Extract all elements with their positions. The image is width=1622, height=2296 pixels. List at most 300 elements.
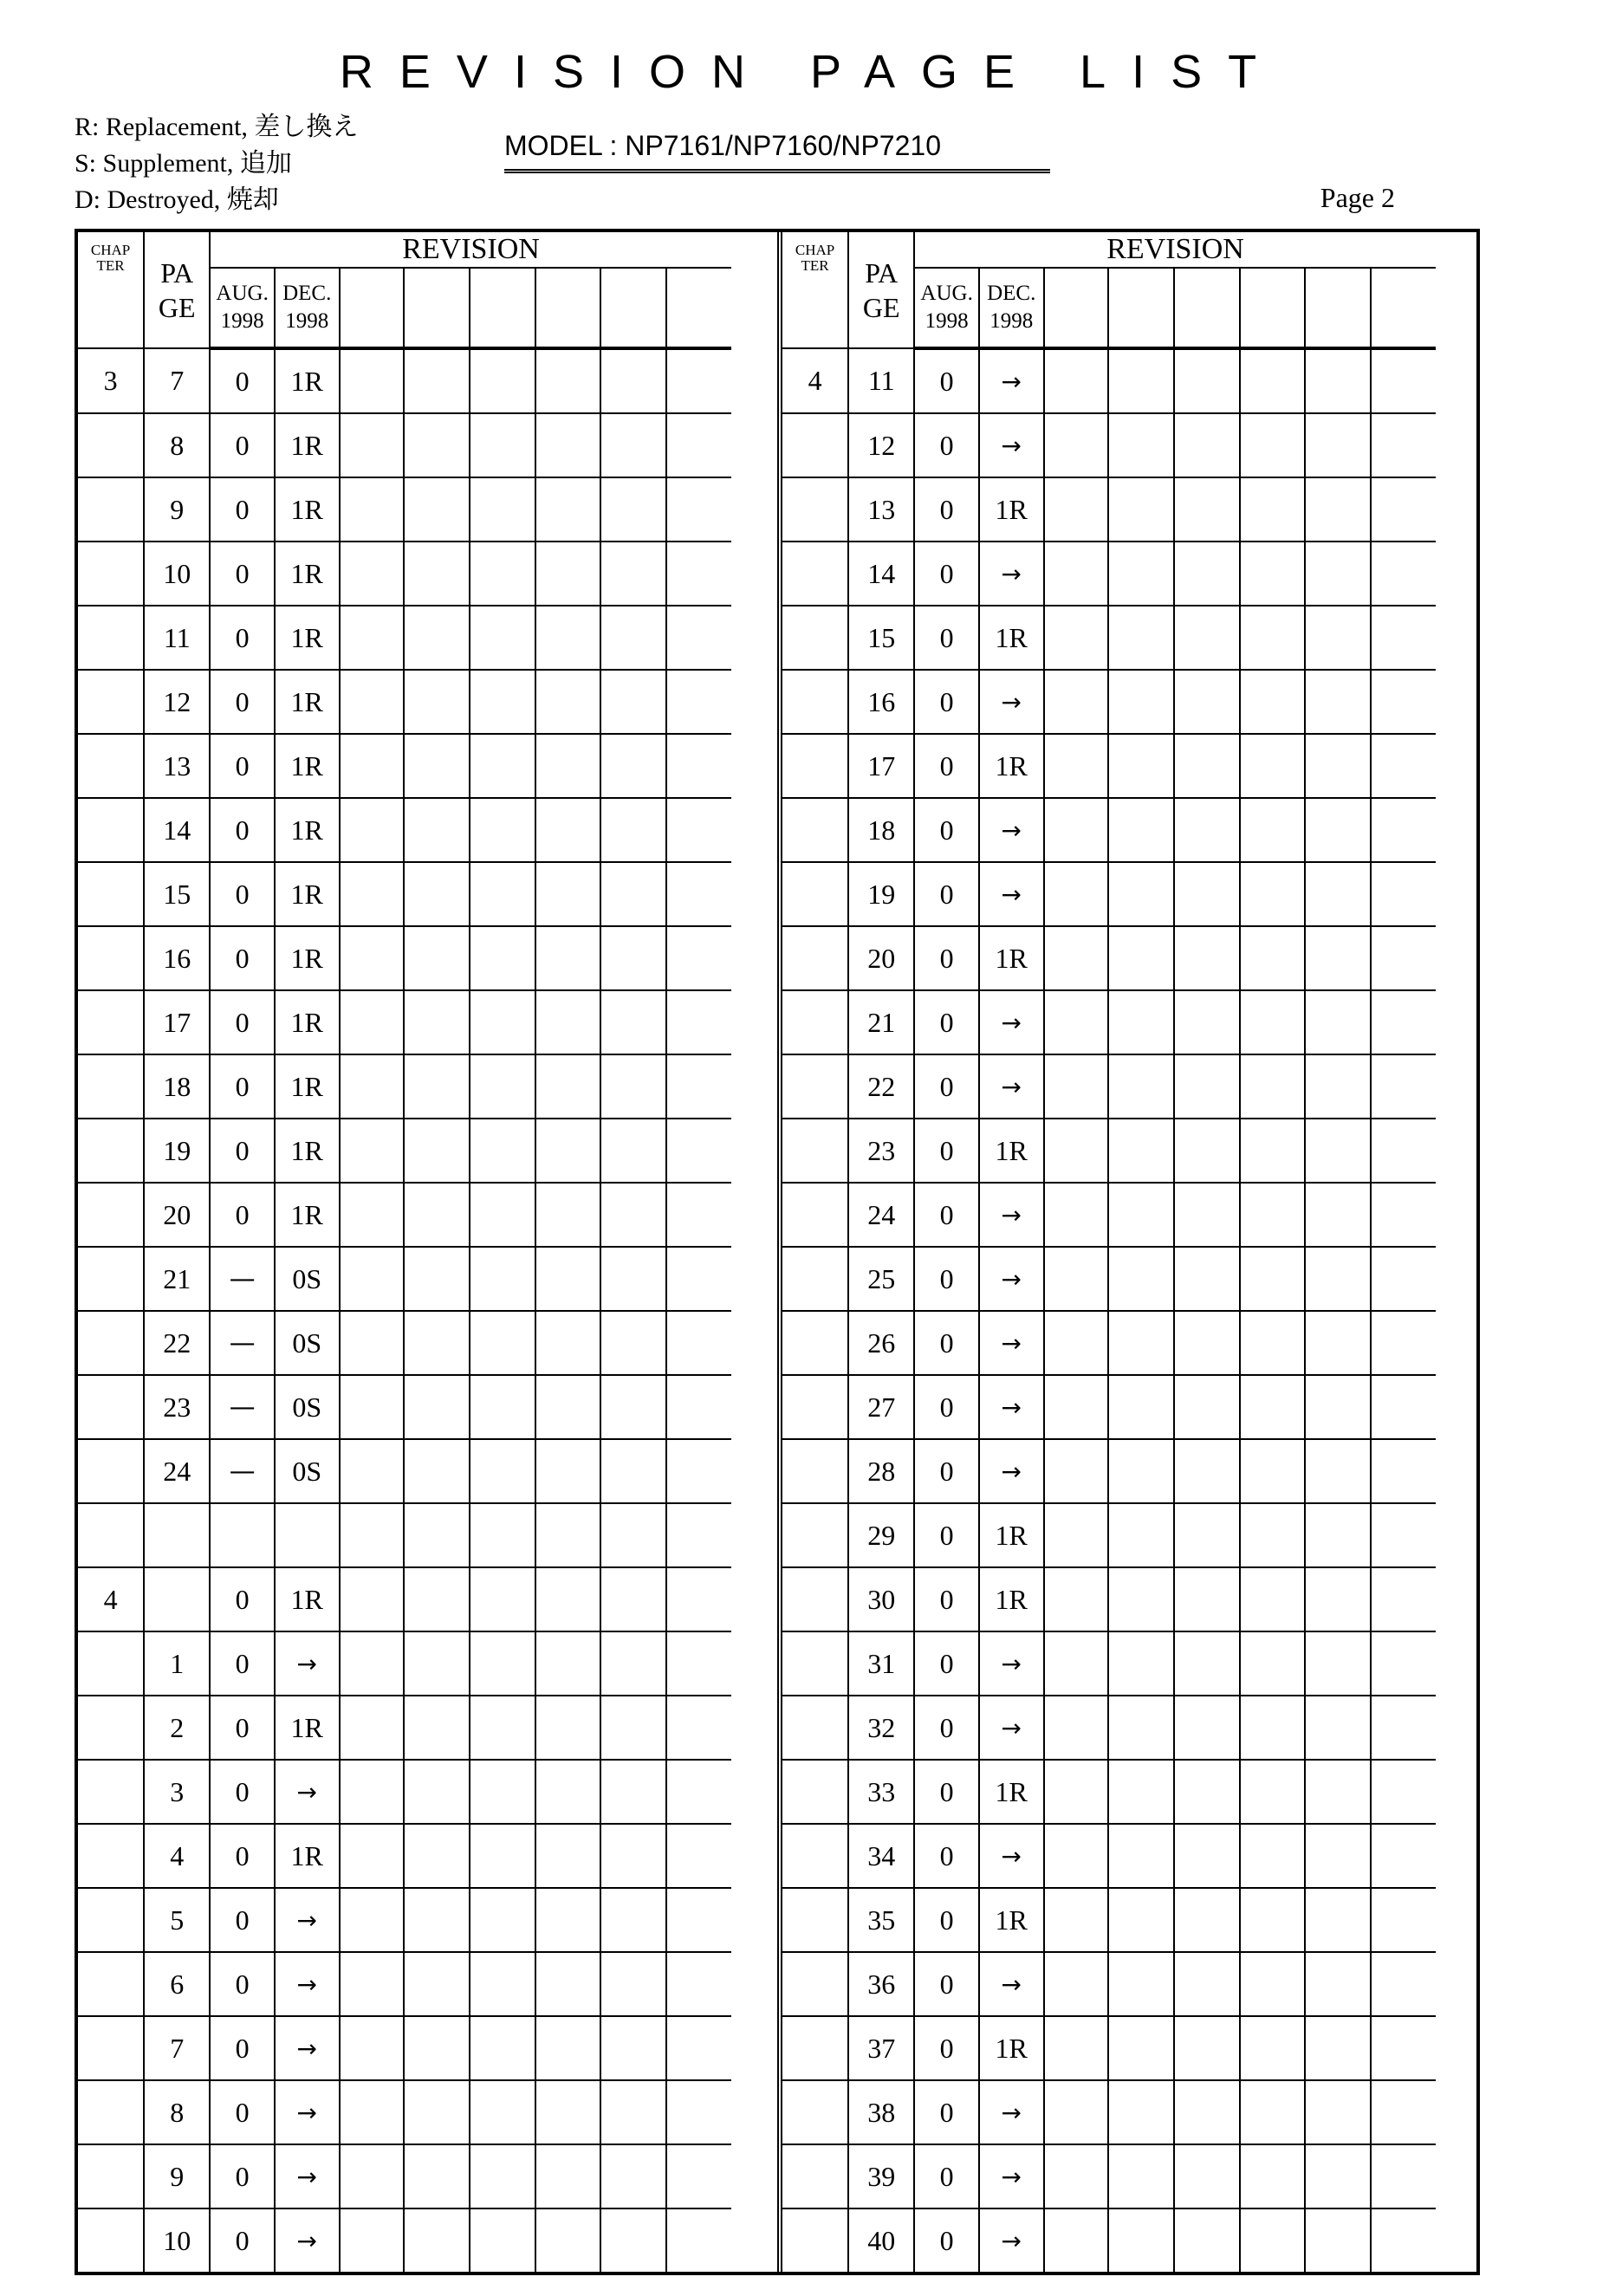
page-cell: 14: [144, 798, 210, 862]
page-cell: 39: [848, 2144, 914, 2208]
blank-revision-cell: [666, 1631, 731, 1696]
chapter-cell: [78, 798, 144, 862]
blank-revision-cell: [1305, 2144, 1371, 2208]
revision-table-left: [78, 232, 777, 2272]
table-row: [78, 413, 777, 477]
blank-revision-cell: [1108, 1311, 1174, 1375]
dec-1998-cell: 1R: [979, 606, 1044, 670]
chapter-cell: [78, 2208, 144, 2272]
page-cell: 16: [848, 670, 914, 734]
blank-revision-cell: [1044, 606, 1109, 670]
rev2-year: 1998: [989, 309, 1034, 333]
dec-1998-cell: →: [979, 1183, 1044, 1247]
blank-revision-cell: [1371, 798, 1436, 862]
blank-revision-cell: [600, 1183, 666, 1247]
dec-1998-cell: →: [275, 1888, 340, 1952]
blank-revision-cell: [666, 734, 731, 798]
aug-1998-cell: 0: [210, 1567, 275, 1631]
dec-1998-cell: →: [275, 1760, 340, 1824]
table-row: [782, 926, 1482, 990]
blank-revision-cell: [1044, 1247, 1109, 1311]
blank-revision-cell: [1108, 990, 1174, 1054]
blank-revision-cell: [340, 1183, 405, 1247]
table-row: [782, 1183, 1482, 1247]
aug-1998-cell: 0: [210, 477, 275, 542]
blank-revision-cell: [666, 1503, 731, 1567]
blank-revision-cell: [404, 2080, 470, 2144]
table-row: [782, 1631, 1482, 1696]
page-header-line2: GE: [862, 291, 900, 323]
page-cell: 15: [848, 606, 914, 670]
dec-1998-cell: 1R: [979, 1503, 1044, 1567]
dec-1998-cell: 1R: [275, 1696, 340, 1760]
blank-revision-cell: [1108, 670, 1174, 734]
chapter-cell: [782, 734, 848, 798]
chapter-header: [782, 232, 848, 348]
blank-revision-cell: [1371, 1952, 1436, 2016]
blank-revision-cell: [666, 477, 731, 542]
blank-revision-cell: [1108, 1824, 1174, 1888]
page-cell: 18: [144, 1054, 210, 1119]
blank-revision-cell: [1371, 1311, 1436, 1375]
blank-revision-cell: [1371, 1183, 1436, 1247]
blank-revision-header: [404, 268, 470, 348]
dec-1998-cell: →: [979, 1054, 1044, 1119]
table-row: [78, 2080, 777, 2144]
page-cell: 31: [848, 1631, 914, 1696]
chapter-cell: [782, 1888, 848, 1952]
blank-revision-cell: [1240, 734, 1305, 798]
dec-1998-cell: →: [979, 1631, 1044, 1696]
blank-revision-cell: [1108, 2080, 1174, 2144]
aug-1998-cell: 0: [210, 734, 275, 798]
chapter-cell: [782, 2208, 848, 2272]
table-row: [78, 1183, 777, 1247]
blank-revision-cell: [1240, 413, 1305, 477]
blank-revision-header: [600, 268, 666, 348]
aug-1998-cell: 0: [914, 1824, 979, 1888]
table-row: [78, 1631, 777, 1696]
table-row: [782, 1760, 1482, 1824]
page-cell: 19: [144, 1119, 210, 1183]
chapter-cell: [78, 1119, 144, 1183]
dec-1998-cell: 1R: [979, 926, 1044, 990]
blank-revision-cell: [600, 1952, 666, 2016]
blank-revision-cell: [340, 1119, 405, 1183]
chapter-cell: [78, 1439, 144, 1503]
blank-revision-cell: [340, 348, 405, 413]
table-row: [782, 1054, 1482, 1119]
blank-revision-cell: [535, 1183, 600, 1247]
chapter-cell: [782, 606, 848, 670]
blank-revision-cell: [470, 1888, 535, 1952]
table-row: [78, 862, 777, 926]
aug-1998-cell: 0: [914, 1054, 979, 1119]
chapter-header-line2: TER: [801, 257, 829, 274]
page-cell: 27: [848, 1375, 914, 1439]
blank-revision-cell: [340, 1888, 405, 1952]
blank-revision-cell: [340, 670, 405, 734]
blank-revision-cell: [600, 542, 666, 606]
blank-revision-cell: [1371, 2208, 1436, 2272]
blank-revision-cell: [600, 1760, 666, 1824]
page-cell: 13: [144, 734, 210, 798]
blank-revision-cell: [1240, 1119, 1305, 1183]
aug-1998-cell: 0: [210, 542, 275, 606]
blank-revision-cell: [340, 1760, 405, 1824]
aug-1998-cell: 0: [914, 1631, 979, 1696]
blank-revision-cell: [1174, 1119, 1240, 1183]
blank-revision-cell: [1371, 477, 1436, 542]
dec-1998-cell: 0S: [275, 1247, 340, 1311]
blank-revision-cell: [600, 1119, 666, 1183]
blank-revision-cell: [1240, 542, 1305, 606]
blank-revision-cell: [1371, 734, 1436, 798]
blank-revision-cell: [340, 1439, 405, 1503]
page-cell: 21: [144, 1247, 210, 1311]
aug-1998-cell: —: [210, 1439, 275, 1503]
dec-1998-cell: 1R: [275, 348, 340, 413]
blank-revision-cell: [600, 2080, 666, 2144]
page-cell: 12: [144, 670, 210, 734]
page-header-line1: PA: [160, 256, 194, 289]
aug-1998-cell: 0: [914, 1311, 979, 1375]
blank-revision-cell: [1240, 1054, 1305, 1119]
table-row: [782, 542, 1482, 606]
page-cell: 25: [848, 1247, 914, 1311]
blank-revision-cell: [1305, 1503, 1371, 1567]
blank-revision-cell: [470, 1183, 535, 1247]
blank-revision-cell: [1371, 1888, 1436, 1952]
blank-revision-cell: [1174, 477, 1240, 542]
chapter-cell: [78, 2016, 144, 2080]
dec-1998-cell: 1R: [275, 477, 340, 542]
blank-revision-cell: [1305, 606, 1371, 670]
dec-1998-cell: 1R: [275, 990, 340, 1054]
dec-1998-cell: →: [275, 2016, 340, 2080]
chapter-cell: [782, 1119, 848, 1183]
blank-revision-cell: [1044, 2016, 1109, 2080]
chapter-cell: [782, 477, 848, 542]
chapter-cell: [782, 2144, 848, 2208]
blank-revision-header: [1305, 268, 1371, 348]
blank-revision-cell: [1305, 1760, 1371, 1824]
blank-revision-cell: [1044, 990, 1109, 1054]
page-cell: 24: [848, 1183, 914, 1247]
blank-revision-cell: [1108, 477, 1174, 542]
dec-1998-cell: →: [979, 2208, 1044, 2272]
rev1-year: 1998: [220, 309, 264, 333]
table-row: [78, 1760, 777, 1824]
blank-revision-cell: [1240, 1631, 1305, 1696]
blank-revision-cell: [600, 1631, 666, 1696]
blank-revision-cell: [1108, 1183, 1174, 1247]
chapter-cell: [782, 1952, 848, 2016]
blank-revision-cell: [666, 348, 731, 413]
chapter-cell: [78, 1760, 144, 1824]
page-header: [144, 232, 210, 348]
blank-revision-cell: [1371, 542, 1436, 606]
blank-revision-cell: [1240, 2144, 1305, 2208]
chapter-header-line1: CHAP: [90, 242, 131, 258]
page-cell: 20: [144, 1183, 210, 1247]
blank-revision-cell: [1305, 1888, 1371, 1952]
blank-revision-cell: [600, 348, 666, 413]
aug-1998-cell: 0: [914, 926, 979, 990]
page-cell: 8: [144, 2080, 210, 2144]
blank-revision-cell: [1240, 1311, 1305, 1375]
table-row: [78, 477, 777, 542]
revision-legend: [75, 109, 358, 218]
chapter-cell: [78, 1631, 144, 1696]
blank-revision-cell: [600, 1439, 666, 1503]
blank-revision-cell: [340, 606, 405, 670]
blank-revision-cell: [1044, 798, 1109, 862]
table-row: [782, 348, 1482, 413]
chapter-cell: [78, 477, 144, 542]
blank-revision-cell: [340, 1503, 405, 1567]
blank-revision-cell: [1305, 670, 1371, 734]
table-row: [782, 413, 1482, 477]
blank-revision-cell: [666, 1824, 731, 1888]
page-cell: 10: [144, 2208, 210, 2272]
page-cell: 35: [848, 1888, 914, 1952]
table-row: [782, 990, 1482, 1054]
page-cell: 9: [144, 477, 210, 542]
rev2-year: 1998: [285, 309, 329, 333]
blank-revision-cell: [340, 926, 405, 990]
page-cell: 7: [144, 2016, 210, 2080]
aug-1998-cell: 0: [210, 1888, 275, 1952]
blank-revision-cell: [666, 1952, 731, 2016]
blank-revision-cell: [1240, 1760, 1305, 1824]
blank-revision-cell: [470, 1311, 535, 1375]
dec-1998-cell: →: [275, 1631, 340, 1696]
blank-revision-cell: [600, 1247, 666, 1311]
page-cell: 18: [848, 798, 914, 862]
aug-1998-cell: 0: [210, 1760, 275, 1824]
blank-revision-cell: [340, 2208, 405, 2272]
aug-1998-cell: 0: [914, 1119, 979, 1183]
page-cell: 4: [144, 1824, 210, 1888]
dec-1998-cell: 1R: [979, 477, 1044, 542]
blank-revision-cell: [1240, 1567, 1305, 1631]
dec-1998-cell: →: [979, 1696, 1044, 1760]
aug-1998-cell: —: [210, 1311, 275, 1375]
aug-1998-cell: 0: [914, 1375, 979, 1439]
aug-1998-cell: 0: [210, 926, 275, 990]
chapter-cell: [782, 1183, 848, 1247]
chapter-header-line1: CHAP: [795, 242, 835, 258]
chapter-cell: 3: [78, 348, 144, 413]
blank-revision-cell: [666, 926, 731, 990]
aug-1998-cell: 0: [210, 1952, 275, 2016]
aug-1998-cell: 0: [210, 2080, 275, 2144]
aug-1998-cell: 0: [210, 670, 275, 734]
dec-1998-cell: →: [979, 1824, 1044, 1888]
blank-revision-cell: [404, 1696, 470, 1760]
blank-revision-cell: [666, 1311, 731, 1375]
aug-1998-cell: 0: [210, 990, 275, 1054]
blank-revision-cell: [535, 2016, 600, 2080]
blank-revision-cell: [1044, 1952, 1109, 2016]
blank-revision-cell: [535, 1503, 600, 1567]
blank-revision-cell: [666, 1888, 731, 1952]
blank-revision-cell: [470, 1054, 535, 1119]
dec-1998-cell: →: [979, 348, 1044, 413]
blank-revision-cell: [1108, 1760, 1174, 1824]
blank-revision-cell: [1108, 2016, 1174, 2080]
blank-revision-cell: [1174, 1824, 1240, 1888]
blank-revision-cell: [1240, 477, 1305, 542]
blank-revision-cell: [340, 542, 405, 606]
table-row: [78, 670, 777, 734]
blank-revision-cell: [666, 542, 731, 606]
blank-revision-cell: [600, 1824, 666, 1888]
blank-revision-cell: [535, 1054, 600, 1119]
blank-revision-cell: [470, 2144, 535, 2208]
blank-revision-cell: [1044, 1503, 1109, 1567]
blank-revision-cell: [1044, 1760, 1109, 1824]
dec-1998-cell: 1R: [275, 1824, 340, 1888]
left-table-panel: [78, 232, 777, 2272]
blank-revision-cell: [404, 798, 470, 862]
blank-revision-header: [1371, 268, 1436, 348]
blank-revision-cell: [600, 1567, 666, 1631]
blank-revision-cell: [1108, 862, 1174, 926]
blank-revision-cell: [1305, 734, 1371, 798]
blank-revision-cell: [340, 1247, 405, 1311]
blank-revision-cell: [404, 1247, 470, 1311]
page-cell: 7: [144, 348, 210, 413]
blank-revision-cell: [1305, 990, 1371, 1054]
blank-revision-cell: [404, 1119, 470, 1183]
blank-revision-cell: [1240, 798, 1305, 862]
blank-revision-cell: [535, 1952, 600, 2016]
blank-revision-cell: [600, 798, 666, 862]
page-cell: 33: [848, 1760, 914, 1824]
page-cell: 20: [848, 926, 914, 990]
blank-revision-cell: [535, 1631, 600, 1696]
blank-revision-cell: [340, 2144, 405, 2208]
blank-revision-cell: [1044, 1119, 1109, 1183]
dec-1998-cell: →: [979, 990, 1044, 1054]
blank-revision-cell: [1305, 2016, 1371, 2080]
chapter-cell: [78, 2080, 144, 2144]
table-row: [78, 1503, 777, 1567]
blank-revision-cell: [535, 413, 600, 477]
blank-revision-cell: [1305, 1952, 1371, 2016]
blank-revision-cell: [1044, 348, 1109, 413]
blank-revision-cell: [1108, 1567, 1174, 1631]
blank-revision-cell: [1371, 1567, 1436, 1631]
dec-1998-cell: →: [979, 542, 1044, 606]
chapter-cell: [78, 1311, 144, 1375]
page-cell: 26: [848, 1311, 914, 1375]
blank-revision-cell: [1108, 1503, 1174, 1567]
blank-revision-cell: [1305, 862, 1371, 926]
blank-revision-cell: [470, 1952, 535, 2016]
blank-revision-cell: [1044, 926, 1109, 990]
dec-1998-cell: →: [979, 1311, 1044, 1375]
chapter-header-line2: TER: [96, 257, 125, 274]
dec-1998-cell: 1R: [275, 798, 340, 862]
blank-revision-cell: [666, 1054, 731, 1119]
revision-aug-1998-header: [210, 268, 275, 348]
blank-revision-cell: [470, 1439, 535, 1503]
blank-revision-cell: [1305, 2208, 1371, 2272]
chapter-cell: [782, 1824, 848, 1888]
blank-revision-cell: [404, 1503, 470, 1567]
blank-revision-cell: [600, 477, 666, 542]
blank-revision-cell: [1305, 477, 1371, 542]
table-row: [78, 1247, 777, 1311]
aug-1998-cell: 0: [914, 1247, 979, 1311]
page-header: [848, 232, 914, 348]
chapter-cell: [782, 1311, 848, 1375]
chapter-cell: [782, 926, 848, 990]
blank-revision-cell: [666, 1439, 731, 1503]
page-cell: 24: [144, 1439, 210, 1503]
blank-revision-cell: [535, 1696, 600, 1760]
dec-1998-cell: →: [979, 1439, 1044, 1503]
blank-revision-cell: [340, 413, 405, 477]
blank-revision-cell: [1174, 1247, 1240, 1311]
chapter-cell: [782, 413, 848, 477]
blank-revision-cell: [1371, 348, 1436, 413]
blank-revision-cell: [1174, 798, 1240, 862]
blank-revision-cell: [404, 1952, 470, 2016]
blank-revision-cell: [666, 2016, 731, 2080]
blank-revision-header: [535, 268, 600, 348]
table-row: [78, 926, 777, 990]
page-cell: 28: [848, 1439, 914, 1503]
dec-1998-cell: 1R: [979, 734, 1044, 798]
blank-revision-cell: [666, 2080, 731, 2144]
table-row: [782, 1119, 1482, 1183]
chapter-cell: [78, 2144, 144, 2208]
blank-revision-cell: [404, 1375, 470, 1439]
blank-revision-cell: [404, 1567, 470, 1631]
chapter-cell: [78, 1696, 144, 1760]
aug-1998-cell: [210, 1503, 275, 1567]
blank-revision-cell: [535, 1247, 600, 1311]
page-cell: 19: [848, 862, 914, 926]
blank-revision-cell: [1108, 734, 1174, 798]
table-row: [78, 1888, 777, 1952]
dec-1998-cell: →: [979, 1247, 1044, 1311]
blank-revision-cell: [404, 1760, 470, 1824]
chapter-cell: [78, 926, 144, 990]
table-row: [78, 2144, 777, 2208]
table-row: [782, 1888, 1482, 1952]
page-cell: 22: [848, 1054, 914, 1119]
aug-1998-cell: 0: [210, 413, 275, 477]
blank-revision-cell: [1305, 1439, 1371, 1503]
blank-revision-cell: [340, 1696, 405, 1760]
page-cell: 30: [848, 1567, 914, 1631]
blank-revision-cell: [1174, 2208, 1240, 2272]
rev1-month: AUG.: [216, 282, 269, 305]
blank-revision-cell: [404, 2208, 470, 2272]
page-cell: 34: [848, 1824, 914, 1888]
blank-revision-cell: [470, 734, 535, 798]
blank-revision-cell: [404, 1439, 470, 1503]
blank-revision-cell: [470, 2016, 535, 2080]
aug-1998-cell: 0: [210, 2208, 275, 2272]
blank-revision-cell: [535, 734, 600, 798]
revision-dec-1998-header: [275, 268, 340, 348]
